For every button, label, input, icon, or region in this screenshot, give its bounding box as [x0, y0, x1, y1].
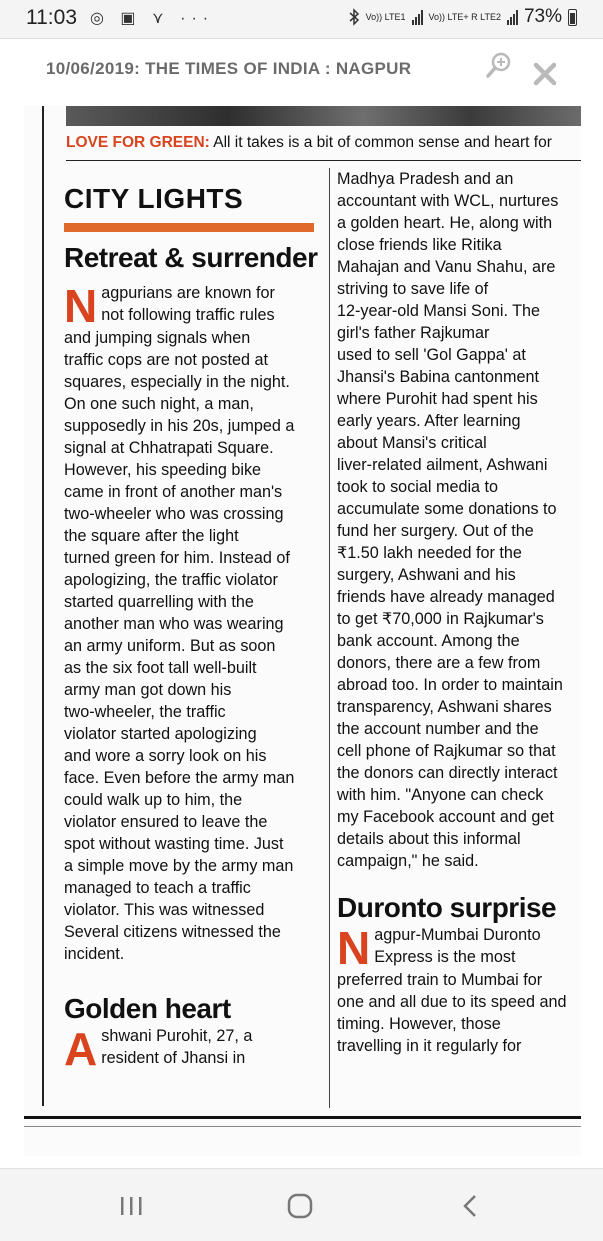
text-line: Mahajan and Vanu Shahu, are [337, 258, 556, 276]
text-line: with him. "Anyone can check [337, 786, 544, 804]
network-label-2: Vo)) LTE+ R LTE2 [428, 11, 501, 22]
story2-body-start [64, 1023, 322, 1075]
column-2 [337, 168, 581, 1057]
text-line: two-wheeler who was crossing [64, 505, 284, 523]
close-icon[interactable] [530, 59, 560, 89]
text-line: the account number and the [337, 720, 539, 738]
story2-continuation [337, 168, 581, 872]
text-line: another man who was wearing [64, 615, 284, 633]
text-line: However, his speeding bike [64, 461, 262, 479]
viewer-title: 10/06/2019: THE TIMES OF INDIA : NAGPUR [46, 59, 412, 78]
text-line: not following traffic rules [101, 306, 275, 324]
battery-percent: 73% [523, 6, 562, 27]
story3-body [337, 924, 581, 1057]
text-line: turned green for him. Instead of [64, 549, 290, 567]
text-line: close friends like Ritika [337, 236, 502, 254]
battery-icon [568, 9, 577, 26]
drop-cap: A [64, 1023, 98, 1075]
text-line: one and all due to its speed and [337, 993, 567, 1011]
text-line: to get ₹70,000 in Rajkumar's [337, 610, 544, 628]
text-line: managed to teach a traffic [64, 879, 251, 897]
story1-lines [64, 327, 322, 965]
drop-cap: N [64, 280, 98, 332]
text-line: cell phone of Rajkumar so that [337, 742, 556, 760]
text-line: squares, especially in the night. [64, 373, 290, 391]
text-line: abroad too. In order to maintain [337, 676, 563, 694]
text-line: two-wheeler, the traffic [64, 703, 226, 721]
text-line: accumulate some donations to [337, 500, 557, 518]
headline-retreat: Retreat & surrender [64, 242, 318, 273]
text-line: resident of Jhansi in [101, 1049, 246, 1067]
navigation-bar [0, 1168, 603, 1241]
text-line: fund her surgery. Out of the [337, 522, 534, 540]
text-line: started quarrelling with the [64, 593, 254, 611]
text-line: early years. After learning [337, 412, 521, 430]
text-line: violator ensured to leave the [64, 813, 268, 831]
home-icon[interactable] [287, 1193, 313, 1219]
text-line: Express is the most [374, 948, 516, 966]
bottom-rule-thin [24, 1126, 581, 1127]
headline-duronto: Duronto surprise [337, 892, 557, 923]
signal-icon-1 [412, 9, 423, 25]
column-1 [64, 168, 322, 1075]
text-line: Jhansi's Babina cantonment [337, 368, 539, 386]
text-line: an army uniform. But as soon [64, 637, 276, 655]
text-line: apologizing, the traffic violator [64, 571, 278, 589]
photo-strip [66, 106, 581, 126]
text-line: used to sell 'Gol Gappa' at [337, 346, 526, 364]
status-time: 11:03 [26, 6, 77, 29]
story3-intro [337, 922, 581, 974]
kicker-bar [64, 223, 314, 232]
text-line: liver-related ailment, Ashwani [337, 456, 548, 474]
text-line: as the six foot tall well-built [64, 659, 257, 677]
text-line: girl's father Rajkumar [337, 324, 490, 342]
text-line: spot without wasting time. Just [64, 835, 284, 853]
drop-cap: N [337, 922, 371, 974]
caption-label: LOVE FOR GREEN: [66, 134, 210, 151]
text-line: agpur-Mumbai Duronto [374, 926, 541, 944]
text-line: my Facebook account and get [337, 808, 554, 826]
caption-rule [66, 160, 581, 161]
text-line: surgery, Ashwani and his [337, 566, 516, 584]
recent-apps-icon[interactable] [118, 1195, 144, 1217]
back-icon[interactable] [460, 1193, 480, 1219]
text-line: agpurians are known for [101, 284, 275, 302]
text-line: a simple move by the army man [64, 857, 294, 875]
text-line: shwani Purohit, 27, a [101, 1027, 253, 1045]
status-right-group [348, 6, 577, 28]
text-line: accountant with WCL, nurtures [337, 192, 559, 210]
text-line: a golden heart. He, along with [337, 214, 553, 232]
text-line: Several citizens witnessed the [64, 923, 281, 941]
caption-text: All it takes is a bit of common sense and heart for [209, 134, 552, 151]
text-line: donors, there are a few from [337, 654, 541, 672]
text-line: came in front of another man's [64, 483, 283, 501]
text-line: ₹1.50 lakh needed for the [337, 544, 522, 562]
text-line: striving to save life of [337, 280, 489, 298]
text-line: violator started apologizing [64, 725, 257, 743]
text-line: travelling in it regularly for [337, 1037, 522, 1055]
text-line: took to social media to [337, 478, 499, 496]
text-line: On one such night, a man, [64, 395, 254, 413]
bottom-rule [24, 1116, 581, 1119]
status-left-icons: ◎ ▣ ⋎ ··· [90, 10, 215, 27]
text-line: the square after the light [64, 527, 239, 545]
text-line: timing. However, those [337, 1015, 501, 1033]
text-line: signal at Chhatrapati Square. [64, 439, 274, 457]
text-line: Madhya Pradesh and an [337, 170, 514, 188]
text-line: could walk up to him, the [64, 791, 243, 809]
signal-icon-2 [507, 9, 518, 25]
network-label-1: Vo)) LTE1 [365, 11, 406, 22]
newspaper-clipping[interactable] [24, 106, 581, 1156]
story3-lines [337, 969, 581, 1057]
text-line: where Purohit had spent his [337, 390, 538, 408]
headline-golden-heart: Golden heart [64, 993, 231, 1024]
text-line: traffic cops are not posted at [64, 351, 268, 369]
status-bar [0, 0, 603, 38]
text-line: details about this informal [337, 830, 521, 848]
text-line: violator. This was witnessed [64, 901, 265, 919]
clipping-viewer [0, 38, 603, 1169]
text-line: and wore a sorry look on his [64, 747, 267, 765]
text-line: supposedly in his 20s, jumped a [64, 417, 295, 435]
section-kicker: CITY LIGHTS [64, 183, 244, 214]
text-line: 12-year-old Mansi Soni. The [337, 302, 541, 320]
text-line: and jumping signals when [64, 329, 251, 347]
text-line: army man got down his [64, 681, 232, 699]
story2-intro [64, 1023, 322, 1075]
text-line: the donors can directly interact [337, 764, 558, 782]
photo-caption [66, 134, 581, 152]
bluetooth-icon [348, 8, 360, 26]
text-line: preferred train to Mumbai for [337, 971, 543, 989]
text-line: transparency, Ashwani shares [337, 698, 552, 716]
zoom-in-icon[interactable] [485, 51, 513, 79]
text-line: campaign," he said. [337, 852, 479, 870]
story1-intro [64, 280, 322, 332]
story1-body [64, 282, 322, 965]
column-rule-left [42, 106, 44, 1106]
text-line: incident. [64, 945, 125, 963]
column-rule-middle [329, 168, 330, 1108]
text-line: about Mansi's critical [337, 434, 487, 452]
text-line: bank account. Among the [337, 632, 520, 650]
text-line: face. Even before the army man [64, 769, 295, 787]
text-line: friends have already managed [337, 588, 555, 606]
